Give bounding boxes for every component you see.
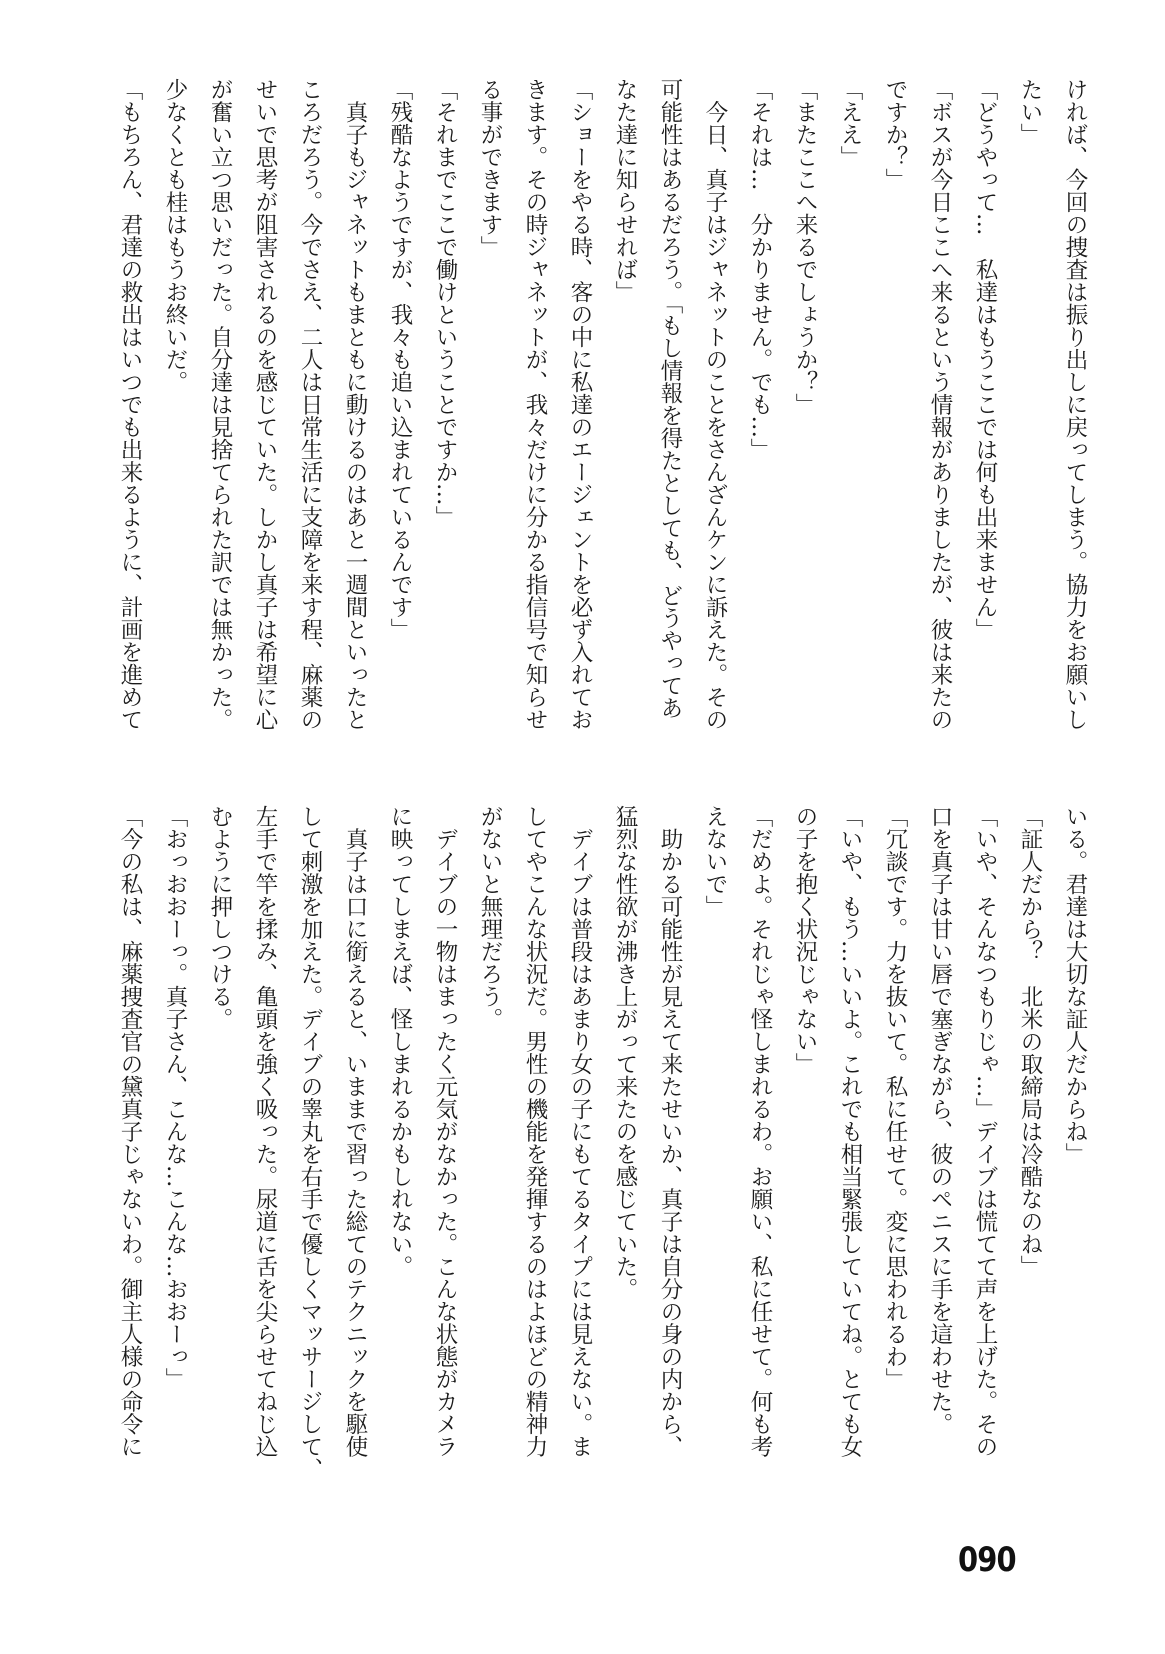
text-line: 「今の私は、麻薬捜査官の黛真子じゃないわ。御主人様の命令に (117, 805, 143, 1458)
text-block-bottom (107, 805, 1097, 1505)
text-line: 「残酷なようですが、我々も追い込まれているんです」 (387, 78, 413, 641)
text-line: なた達に知らせれば」 (612, 78, 638, 303)
text-line: 少なくとも桂はもうお終いだ。 (162, 78, 188, 393)
text-line: 「いや、そんなつもりじゃ…」デイブは慌てて声を上げた。その (972, 805, 998, 1458)
text-line: 今日、真子はジャネットのことをさんざんケンに訴えた。その (702, 78, 728, 731)
text-line: 助かる可能性が見えて来たせいか、真子は自分の身の内から、 (657, 805, 683, 1458)
text-line: してやこんな状況だ。男性の機能を発揮するのはよほどの精神力 (522, 805, 548, 1458)
text-line: 「またここへ来るでしょうか？」 (792, 78, 818, 416)
text-block-top (107, 78, 1097, 778)
text-line: 「いや、もう…いいよ。これでも相当緊張していてね。とても女 (837, 805, 863, 1458)
text-line: 「どうやって… 私達はもうここでは何も出来ません」 (972, 78, 998, 641)
page-number: 090 (958, 1540, 1016, 1580)
text-line: がないと無理だろう。 (477, 805, 503, 1030)
text-line: 「もちろん、君達の救出はいつでも出来るように、計画を進めて (117, 78, 143, 731)
text-line: 猛烈な性欲が沸き上がって来たのを感じていた。 (612, 805, 638, 1300)
text-line: の子を抱く状況じゃない」 (792, 805, 818, 1075)
text-line: ころだろう。今でさえ、二人は日常生活に支障を来す程、麻薬の (297, 78, 323, 731)
text-line: いる。君達は大切な証人だからね」 (1062, 805, 1088, 1165)
text-line: 可能性はあるだろう。「もし情報を得たとしても、どうやってあ (657, 78, 683, 720)
text-line: 「おっおおーっ。真子さん、こんな…こんな…おおーっ」 (162, 805, 188, 1390)
text-line: えないで」 (702, 805, 728, 918)
text-line: せいで思考が阻害されるのを感じていた。しかし真子は希望に心 (252, 78, 278, 731)
text-line: 「ええ」 (837, 78, 863, 168)
text-line: 「だめよ。それじゃ怪しまれるわ。お願い、私に任せて。何も考 (747, 805, 773, 1458)
text-line: る事ができます」 (477, 78, 503, 258)
text-line: 「ショーをやる時、客の中に私達のエージェントを必ず入れてお (567, 78, 593, 731)
text-line: たい」 (1017, 78, 1043, 146)
text-line: して刺激を加えた。デイブの睾丸を右手で優しくマッサージして、 (297, 805, 323, 1480)
text-line: 左手で竿を揉み、亀頭を強く吸った。尿道に舌を尖らせてねじ込 (252, 805, 278, 1458)
text-line: 「冗談です。力を抜いて。私に任せて。変に思われるわ」 (882, 805, 908, 1390)
text-line: デイブの一物はまったく元気がなかった。こんな状態がカメラ (432, 805, 458, 1458)
text-line: 「ボスが今日ここへ来るという情報がありましたが、彼は来たの (927, 78, 953, 731)
text-line: 口を真子は甘い唇で塞ぎながら、彼のペニスに手を這わせた。 (927, 805, 953, 1435)
text-line: 真子もジャネットもまともに動けるのはあと一週間といったと (342, 78, 368, 731)
text-line: に映ってしまえば、怪しまれるかもしれない。 (387, 805, 413, 1278)
text-line: ければ、今回の捜査は振り出しに戻ってしまう。協力をお願いし (1062, 78, 1088, 731)
text-line: きます。その時ジャネットが、我々だけに分かる指信号で知らせ (522, 78, 548, 731)
text-line: ですか？」 (882, 78, 908, 191)
text-line: 「それは… 分かりません。でも…」 (747, 78, 773, 461)
text-line: が奮い立つ思いだった。自分達は見捨てられた訳では無かった。 (207, 78, 233, 731)
text-line: 「それまでここで働けということですか…」 (432, 78, 458, 528)
text-line: 真子は口に銜えると、いままで習った総てのテクニックを駆使 (342, 805, 368, 1458)
text-line: 「証人だから？ 北米の取締局は冷酷なのね」 (1017, 805, 1043, 1278)
text-line: デイブは普段はあまり女の子にもてるタイプには見えない。ま (567, 805, 593, 1458)
text-line: むように押しつける。 (207, 805, 233, 1030)
